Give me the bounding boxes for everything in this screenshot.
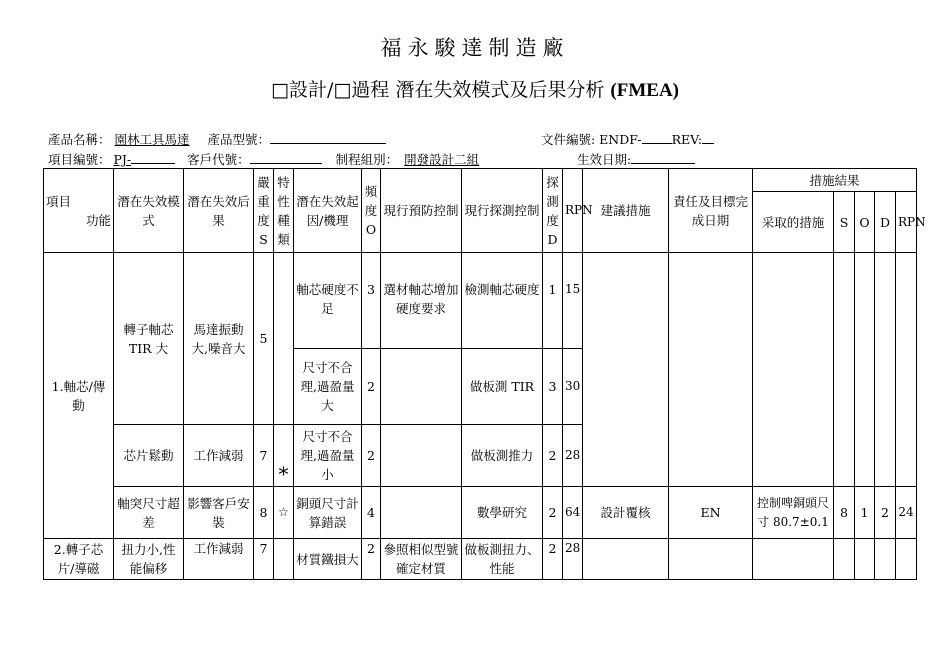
result-o-cell — [855, 253, 875, 487]
cause-cell: 尺寸不合理,過盈量小 — [294, 425, 362, 487]
occurrence-cell: 3 — [362, 253, 381, 349]
detection-cell: 3 — [543, 349, 563, 425]
failure-effect-cell: 馬達振動大,噪音大 — [184, 253, 254, 425]
document-subtitle — [0, 75, 950, 102]
prevention-cell — [381, 425, 462, 487]
result-s-cell — [834, 539, 855, 580]
header-detection-control: 現行探測控制 — [462, 169, 543, 253]
detection-control-cell: 做板測 TIR — [462, 349, 543, 425]
cause-cell: 尺寸不合理,過盈量大 — [294, 349, 362, 425]
failure-effect-cell: 工作減弱 — [184, 425, 254, 487]
detection-cell: 2 — [543, 425, 563, 487]
header-result-d: D — [875, 192, 896, 253]
action-taken-cell: 控制啤銅頭尺寸 80.7±0.1 — [753, 487, 834, 539]
result-rpn-cell — [896, 253, 917, 487]
fmea-table — [43, 168, 926, 580]
doc-number-field — [541, 130, 714, 148]
team-value: 開發設計二組 — [404, 152, 480, 167]
table-row — [44, 253, 917, 349]
product-name-field — [48, 130, 386, 148]
header-responsibility: 責任及目標完成日期 — [669, 169, 753, 253]
detection-cell: 2 — [543, 487, 563, 539]
company-title: 福永駿達制造廠 — [380, 36, 570, 60]
responsibility-cell — [669, 539, 753, 580]
header-result-rpn: RPN — [896, 192, 917, 253]
header-occurrence: 頻度O — [362, 169, 381, 253]
item-function-cell: 1.軸芯/傳動 — [44, 253, 114, 539]
rpn-cell: 15 — [563, 253, 583, 349]
detection-control-cell: 做板測推力 — [462, 425, 543, 487]
doc-rev-label: REV: — [671, 132, 703, 147]
result-o-cell: 1 — [855, 487, 875, 539]
detection-cell: 2 — [543, 539, 563, 580]
detection-control-cell: 檢測軸芯硬度 — [462, 253, 543, 349]
project-number-blank — [131, 151, 175, 164]
header-action-taken: 采取的措施 — [753, 192, 834, 253]
responsibility-cell — [669, 253, 753, 487]
result-o-cell — [855, 539, 875, 580]
product-model-label: 產品型號： — [207, 132, 271, 147]
header-item-label: 項目 — [46, 193, 72, 209]
header-recommended-action: 建議措施 — [583, 169, 669, 253]
recommended-action-cell — [583, 539, 669, 580]
project-number-label: 項目編號： — [48, 152, 111, 167]
occurrence-cell: 2 — [362, 539, 381, 580]
cause-cell: 銅頭尺寸計算錯誤 — [294, 487, 362, 539]
prevention-cell — [381, 487, 462, 539]
header-characteristic: 特性種類 — [274, 169, 294, 253]
project-number-field — [48, 150, 503, 168]
project-number-value: PJ- — [113, 152, 132, 167]
occurrence-cell: 2 — [362, 425, 381, 487]
result-s-cell — [834, 253, 855, 487]
prevention-cell: 參照相似型號確定材質 — [381, 539, 462, 580]
product-name-label: 產品名稱： — [48, 132, 111, 147]
header-action-results: 措施結果 — [753, 169, 917, 192]
action-taken-cell — [753, 539, 834, 580]
failure-mode-cell: 軸突尺寸超差 — [114, 487, 184, 539]
result-d-cell — [875, 539, 896, 580]
occurrence-cell: 4 — [362, 487, 381, 539]
customer-code-blank — [250, 151, 322, 164]
cause-cell: 材質鐵損大 — [294, 539, 362, 580]
recommended-action-cell: 設計覆核 — [583, 487, 669, 539]
header-result-s: S — [834, 192, 855, 253]
result-s-cell: 8 — [834, 487, 855, 539]
header-prevention: 現行預防控制 — [381, 169, 462, 253]
customer-code-label: 客戶代號： — [187, 152, 250, 167]
doc-number-blank — [642, 131, 672, 144]
rpn-cell: 64 — [563, 487, 583, 539]
header-cause: 潛在失效起因/機理 — [294, 169, 362, 253]
characteristic-cell — [274, 539, 294, 580]
table-row — [44, 539, 917, 580]
effective-date-field — [577, 150, 695, 168]
responsibility-cell: EN — [669, 487, 753, 539]
header-failure-mode: 潛在失效模式 — [114, 169, 184, 253]
subtitle-chinese: □設計/□過程 潛在失效模式及后果分析 — [271, 79, 605, 101]
failure-effect-cell: 影響客戶安裝 — [184, 487, 254, 539]
prevention-cell: 選材軸芯增加硬度要求 — [381, 253, 462, 349]
doc-rev-blank — [702, 131, 714, 144]
severity-cell: 7 — [254, 425, 274, 487]
header-detection: 探測度D — [543, 169, 563, 253]
subtitle-fmea: (FMEA) — [610, 80, 679, 101]
prevention-cell — [381, 349, 462, 425]
failure-mode-cell: 芯片鬆動 — [114, 425, 184, 487]
effective-date-label: 生效日期: — [577, 152, 632, 167]
result-d-cell: 2 — [875, 487, 896, 539]
header-rpn: RPN — [563, 169, 583, 253]
severity-cell: 8 — [254, 487, 274, 539]
cause-cell: 軸芯硬度不足 — [294, 253, 362, 349]
result-rpn-cell — [896, 539, 917, 580]
header-item — [44, 169, 114, 253]
effective-date-blank — [631, 151, 695, 164]
header-result-o: O — [855, 192, 875, 253]
rpn-cell: 30 — [563, 349, 583, 425]
failure-effect-cell: 工作減弱 — [184, 539, 254, 580]
failure-mode-cell: 扭力小,性能偏移 — [114, 539, 184, 580]
characteristic-cell — [274, 253, 294, 425]
recommended-action-cell — [583, 253, 669, 487]
product-name-value: 園林工具馬達 — [114, 132, 190, 147]
team-label: 制程組別： — [335, 152, 399, 167]
product-model-blank — [270, 131, 386, 144]
failure-mode-cell: 轉子軸芯 TIR 大 — [114, 253, 184, 425]
header-failure-effect: 潛在失效后果 — [184, 169, 254, 253]
doc-number-label: 文件編號: ENDF- — [541, 132, 642, 147]
action-taken-cell — [753, 253, 834, 487]
item-function-cell: 2.轉子芯片/導磁 — [44, 539, 114, 580]
result-rpn-cell: 24 — [896, 487, 917, 539]
header-severity: 嚴重度S — [254, 169, 274, 253]
special-characteristic-mark: * — [274, 425, 294, 487]
detection-control-cell: 數學研究 — [462, 487, 543, 539]
occurrence-cell: 2 — [362, 349, 381, 425]
header-row-1 — [44, 169, 917, 192]
rpn-cell: 28 — [563, 539, 583, 580]
detection-control-cell: 做板測扭力、性能 — [462, 539, 543, 580]
severity-cell: 5 — [254, 253, 274, 425]
result-d-cell — [875, 253, 896, 487]
table-row — [44, 487, 917, 539]
header-function-label: 功能 — [85, 212, 111, 228]
detection-cell: 1 — [543, 253, 563, 349]
rpn-cell: 28 — [563, 425, 583, 487]
key-characteristic-mark: ☆ — [274, 487, 294, 539]
severity-cell: 7 — [254, 539, 274, 580]
